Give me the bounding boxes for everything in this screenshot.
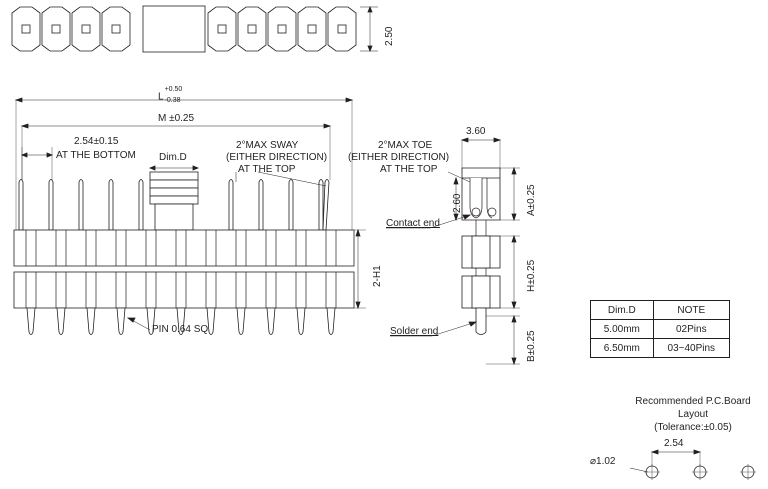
toe-note-line2: (EITHER DIRECTION) <box>348 152 450 163</box>
contact-end-label: Contact end <box>386 218 440 229</box>
height-260-label: 2.60 <box>452 193 463 213</box>
sway-note-line1: 2°MAX SWAY <box>236 140 299 151</box>
tol-plus: +0.50 <box>164 86 183 93</box>
table-header-row <box>591 301 730 320</box>
rows-label: 2-H1 <box>372 265 383 287</box>
pitch-note-label: AT THE BOTTOM <box>56 150 136 161</box>
h-dimension-label: H±0.25 <box>526 259 537 292</box>
sway-note-line2: (EITHER DIRECTION) <box>226 152 328 163</box>
top-view-group <box>12 6 378 52</box>
table-cell-note: 03~40Pins <box>653 339 729 358</box>
dim-d-table <box>590 300 730 358</box>
pcb-layout-group <box>630 450 756 480</box>
table-row <box>591 339 730 358</box>
table-cell-note: 02Pins <box>653 320 729 339</box>
table-cell-dim: 5.00mm <box>591 320 654 339</box>
m-dimension-label: M ±0.25 <box>158 113 195 124</box>
table-header-dim: Dim.D <box>591 301 654 320</box>
front-view-group <box>14 98 366 335</box>
pitch-dimension-label: 2.54±0.15 <box>74 136 119 147</box>
tol-minus: -0.38 <box>164 97 181 104</box>
table-row <box>591 320 730 339</box>
dim-d-label: Dim.D <box>159 152 187 163</box>
solder-end-label: Solder end <box>390 326 439 337</box>
pcb-hole-diameter-label: ⌀1.02 <box>590 456 616 467</box>
pcb-title-line1: Recommended P.C.Board <box>635 396 751 407</box>
side-width-label: 3.60 <box>466 126 486 137</box>
toe-note-line3: AT THE TOP <box>380 164 438 175</box>
b-dimension-label: B±0.25 <box>526 330 537 362</box>
table-cell-dim: 6.50mm <box>591 339 654 358</box>
a-dimension-label: A±0.25 <box>526 184 537 216</box>
toe-note-line1: 2°MAX TOE <box>378 140 433 151</box>
table-header-note: NOTE <box>653 301 729 320</box>
pcb-tolerance-label: (Tolerance:±0.05) <box>654 422 732 433</box>
top-pitch-label: 2.50 <box>384 26 395 46</box>
pcb-pitch-label: 2.54 <box>664 438 684 449</box>
sway-note-line3: AT THE TOP <box>238 164 296 175</box>
overall-length-label: L+0.50 -0.38 <box>158 86 183 104</box>
pin-size-label: PIN 0.64 SQ <box>152 324 209 335</box>
pcb-title-line2: Layout <box>677 409 709 420</box>
